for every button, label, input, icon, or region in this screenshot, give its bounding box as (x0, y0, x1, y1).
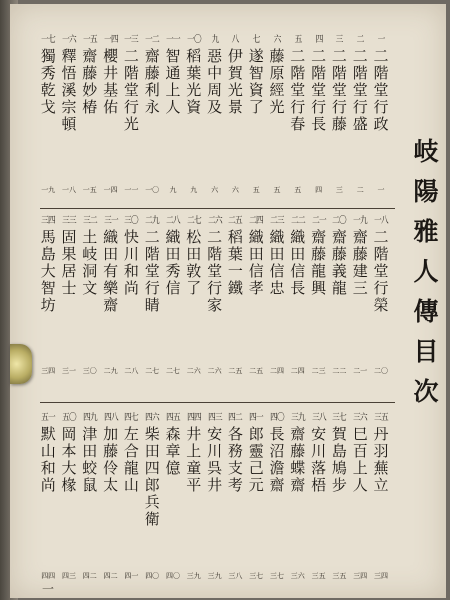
toc-entry-name: 安川落梧 (311, 425, 327, 494)
toc-entry-number: 三五 (374, 413, 388, 423)
toc-entry-page: 三四 (41, 367, 56, 375)
toc-entry-number: 五一 (41, 413, 55, 423)
toc-entry-name: 遂智資了 (248, 47, 264, 116)
toc-entry-name: 津田蛟鼠 (82, 425, 98, 494)
toc-entry (287, 216, 309, 375)
toc-entry-page: 五 (294, 186, 302, 194)
toc-entry-number: 二一 (311, 216, 326, 226)
toc-entry-name: 齋藤利永 (144, 47, 160, 116)
toc-entry-number: 三四 (41, 216, 55, 226)
toc-entry-number: 三三 (62, 216, 76, 226)
toc-entry (328, 35, 350, 194)
toc-entry-number: 一九 (353, 216, 367, 226)
toc-entry-name: 長沼澹齋 (269, 425, 285, 494)
toc-entry (183, 35, 205, 194)
toc-entry (370, 413, 392, 580)
toc-entry-number: 一七 (41, 35, 55, 45)
toc-entry-page: 一九 (41, 186, 56, 194)
toc-entry-number: 一 (377, 35, 385, 45)
toc-entry-number: 二四 (249, 216, 263, 226)
toc-entry-page: 四三 (62, 572, 76, 580)
toc-entry (266, 35, 288, 194)
toc-entry-page: 九 (169, 186, 177, 194)
toc-entry (204, 413, 226, 580)
toc-entry-number: 四八 (103, 413, 118, 423)
toc-entry-page: 三〇 (82, 367, 97, 375)
toc-entry-number: 三一 (103, 216, 118, 226)
toc-entry (370, 216, 392, 375)
toc-entry-page: 四一 (124, 572, 139, 580)
toc-entry-name: 馬島大智坊 (40, 228, 56, 314)
toc-entry (349, 35, 371, 194)
toc-entry (328, 413, 350, 580)
toc-entry (183, 413, 205, 580)
toc-entry-name: 巳百上人 (352, 425, 368, 494)
toc-entry-page: 二八 (124, 367, 139, 375)
toc-entry-page: 三 (335, 186, 343, 194)
toc-entry (120, 216, 142, 375)
toc-entry-number: 二二 (290, 216, 305, 226)
toc-entry (224, 216, 246, 375)
toc-entry-number: 一〇 (186, 35, 201, 45)
toc-entry-number: 四四 (186, 413, 201, 423)
toc-entry (120, 413, 142, 580)
toc-entry-name: 二階堂行政 (373, 47, 389, 133)
toc-entry-page: 四 (315, 186, 323, 194)
toc-entry-page: 五 (252, 186, 260, 194)
toc-entry (37, 413, 59, 580)
toc-entry-name: 固果居士 (61, 228, 77, 297)
toc-entry-page: 二四 (290, 367, 305, 375)
toc-entry (370, 35, 392, 194)
toc-entry (287, 35, 309, 194)
toc-entry-name: 各務支考 (227, 425, 243, 494)
toc-entry-name: 默山和尚 (40, 425, 56, 494)
toc-entry-name: 齋藤蝶齋 (290, 425, 306, 494)
toc-entry-number: 三八 (311, 413, 326, 423)
toc-entry (162, 35, 184, 194)
toc-entry-number: 三 (335, 35, 343, 45)
toc-entry (224, 35, 246, 194)
toc-entry-number: 三七 (332, 413, 347, 423)
toc-entry-number: 二三 (270, 216, 284, 226)
toc-entry (349, 413, 371, 580)
toc-entry (266, 216, 288, 375)
toc-entry-name: 丹羽蕪立 (373, 425, 389, 494)
toc-entry-page: 四二 (103, 572, 118, 580)
toc-entry (100, 413, 122, 580)
toc-entry-number: 四七 (124, 413, 139, 423)
toc-entry (162, 216, 184, 375)
toc-entry-number: 二八 (166, 216, 180, 226)
toc-entry (100, 216, 122, 375)
toc-entry-page: 三九 (186, 572, 201, 580)
toc-entry (37, 216, 59, 375)
toc-entry-number: 三二 (82, 216, 97, 226)
toc-page (10, 4, 446, 598)
toc-entry (79, 35, 101, 194)
toc-entry-number: 九 (211, 35, 218, 45)
toc-entry-page: 六 (231, 186, 239, 194)
toc-entry-number: 二七 (186, 216, 201, 226)
toc-entry (308, 413, 330, 580)
toc-entry-name: 二階堂行長 (311, 47, 327, 133)
toc-entry-number: 一八 (374, 216, 388, 226)
toc-entry-number: 一二 (145, 35, 159, 45)
toc-entry-name: 松田敦了 (186, 228, 202, 297)
section-divider (40, 208, 395, 209)
toc-entry (245, 216, 267, 375)
toc-entry-name: 森章億 (165, 425, 181, 477)
toc-entry-name: 安川呉井 (207, 425, 223, 494)
toc-entry (224, 413, 246, 580)
toc-entry (245, 413, 267, 580)
toc-entry-name: 齋藤義龍 (331, 228, 347, 297)
toc-entry-page: 一 (377, 186, 385, 194)
toc-entry-name: 賀島鳩步 (331, 425, 347, 494)
toc-entry-page: 二七 (166, 367, 180, 375)
toc-entry (100, 35, 122, 194)
toc-entry-page: 二三 (311, 367, 326, 375)
toc-entry-name: 齋藤龍興 (311, 228, 327, 297)
toc-entry (58, 216, 80, 375)
toc-entry (349, 216, 371, 375)
toc-entry-name: 惡中周及 (207, 47, 223, 116)
toc-entry-name: 郎靈己元 (248, 425, 264, 494)
toc-entry-name: 二階堂行睛 (144, 228, 160, 314)
toc-entry-number: 一三 (124, 35, 139, 45)
toc-entry-page: 六 (211, 186, 219, 194)
toc-entry-name: 岡本大椽 (61, 425, 77, 494)
toc-entry (162, 413, 184, 580)
toc-entry-number: 四二 (228, 413, 243, 423)
toc-entry-name: 智通上人 (165, 47, 181, 116)
toc-entry (204, 216, 226, 375)
toc-entry-page: 二五 (228, 367, 243, 375)
toc-entry-name: 稻葉光資 (186, 47, 202, 116)
toc-entry-number: 四〇 (270, 413, 284, 423)
toc-entry-page: 二二 (332, 367, 347, 375)
toc-entry-name: 織田信孝 (248, 228, 264, 297)
toc-entry-page: 三七 (249, 572, 264, 580)
toc-entry-page: 三九 (207, 572, 222, 580)
toc-entry-number: 七 (252, 35, 260, 45)
toc-entry-number: 一一 (166, 35, 180, 45)
toc-entry-page: 二 (356, 186, 364, 194)
toc-entry-name: 加藤伶太 (103, 425, 119, 494)
toc-entry-name: 織田信長 (290, 228, 306, 297)
toc-entry-page: 一五 (82, 186, 97, 194)
toc-entry-name: 櫻井基佑 (103, 47, 119, 116)
toc-entry-name: 伊賀光景 (227, 47, 243, 116)
toc-entry-page: 四四 (41, 572, 56, 580)
toc-entry-name: 藤原經光 (269, 47, 285, 116)
toc-entry-page: 二五 (249, 367, 264, 375)
toc-entry-number: 四一 (249, 413, 263, 423)
toc-entry-number: 二九 (145, 216, 159, 226)
toc-entry (141, 413, 163, 580)
toc-entry-page: 四二 (82, 572, 97, 580)
toc-entry-page: 二一 (353, 367, 368, 375)
page-folio: 一 (42, 582, 55, 596)
toc-entry-page: 五 (273, 186, 281, 194)
toc-entry-name: 齋藤妙椿 (82, 47, 98, 116)
toc-entry-page: 二六 (186, 367, 201, 375)
toc-entry (58, 35, 80, 194)
toc-entry-page: 二六 (207, 367, 222, 375)
toc-entry (183, 216, 205, 375)
toc-entry-page: 二七 (145, 367, 160, 375)
section-divider (40, 402, 395, 403)
toc-entry-name: 二階堂行盛 (352, 47, 368, 133)
toc-entry-page: 三四 (353, 572, 368, 580)
toc-entry-number: 四 (315, 35, 322, 45)
toc-entry (141, 216, 163, 375)
toc-entry-page: 三五 (332, 572, 347, 580)
toc-entry-name: 二階堂行家 (207, 228, 223, 314)
toc-entry-name: 二階堂行藤 (331, 47, 347, 133)
toc-entry-name: 織田信忠 (269, 228, 285, 297)
toc-entry-name: 獨秀乾戈 (40, 47, 56, 116)
toc-entry (308, 35, 330, 194)
toc-entry (141, 35, 163, 194)
toc-entry-name: 土岐洞文 (82, 228, 98, 297)
toc-entry-number: 三〇 (124, 216, 139, 226)
page-title: 岐陽雅人傳目次 (413, 137, 439, 406)
toc-entry-page: 三六 (290, 572, 305, 580)
toc-entry-page: 三一 (62, 367, 76, 375)
toc-entry (58, 413, 80, 580)
toc-entry-name: 快川和尚 (123, 228, 139, 297)
toc-entry-name: 柴田四郎兵衛 (144, 425, 160, 528)
toc-entry-name: 二階堂行春 (290, 47, 306, 133)
toc-entry (245, 35, 267, 194)
toc-entry-name: 稻葉一鐵 (227, 228, 243, 297)
toc-entry (266, 413, 288, 580)
toc-entry-page: 三四 (374, 572, 388, 580)
toc-entry-number: 四九 (82, 413, 97, 423)
toc-entry-number: 三六 (353, 413, 367, 423)
toc-entry (79, 413, 101, 580)
toc-entry (287, 413, 309, 580)
page-clip (10, 344, 32, 384)
toc-entry (120, 35, 142, 194)
toc-entry-page: 一八 (62, 186, 76, 194)
toc-entry-number: 四三 (207, 413, 222, 423)
toc-entry-number: 一四 (103, 35, 118, 45)
toc-entry-page: 三七 (270, 572, 284, 580)
toc-entry-name: 織田秀信 (165, 228, 181, 297)
toc-entry-name: 二階堂行光 (123, 47, 139, 133)
toc-entry-page: 二四 (270, 367, 284, 375)
toc-entry-page: 三五 (311, 572, 326, 580)
toc-entry-page: 一〇 (145, 186, 160, 194)
toc-entry-number: 八 (231, 35, 239, 45)
toc-entry (37, 35, 59, 194)
toc-entry-number: 二〇 (332, 216, 347, 226)
toc-entry-number: 五〇 (62, 413, 76, 423)
toc-entry-name: 織田有樂齋 (103, 228, 119, 314)
toc-entry-number: 三九 (290, 413, 305, 423)
toc-entry-page: 三八 (228, 572, 243, 580)
toc-entry-name: 二階堂行榮 (373, 228, 389, 314)
toc-entry-name: 釋悟溪宗頓 (61, 47, 77, 133)
toc-entry-page: 一四 (103, 186, 118, 194)
toc-entry-page: 一一 (124, 186, 139, 194)
toc-entry-number: 一六 (62, 35, 76, 45)
toc-entry-page: 九 (190, 186, 198, 194)
toc-entry (204, 35, 226, 194)
toc-entry-number: 六 (273, 35, 281, 45)
toc-entry (79, 216, 101, 375)
toc-entry-page: 二〇 (374, 367, 388, 375)
toc-entry-name: 井上童平 (186, 425, 202, 494)
toc-entry-page: 四〇 (145, 572, 160, 580)
toc-entry-number: 四五 (166, 413, 180, 423)
toc-entry-name: 齋藤建三 (352, 228, 368, 297)
toc-entry-number: 二六 (207, 216, 222, 226)
toc-entry-page: 二九 (103, 367, 118, 375)
toc-entry (308, 216, 330, 375)
toc-entry (328, 216, 350, 375)
toc-entry-number: 四六 (145, 413, 159, 423)
toc-entry-number: 五 (294, 35, 302, 45)
toc-entry-name: 左合龍山 (123, 425, 139, 494)
toc-entry-page: 四〇 (166, 572, 180, 580)
toc-entry-number: 二 (356, 35, 364, 45)
toc-entry-number: 二五 (228, 216, 243, 226)
toc-entry-number: 一五 (82, 35, 97, 45)
